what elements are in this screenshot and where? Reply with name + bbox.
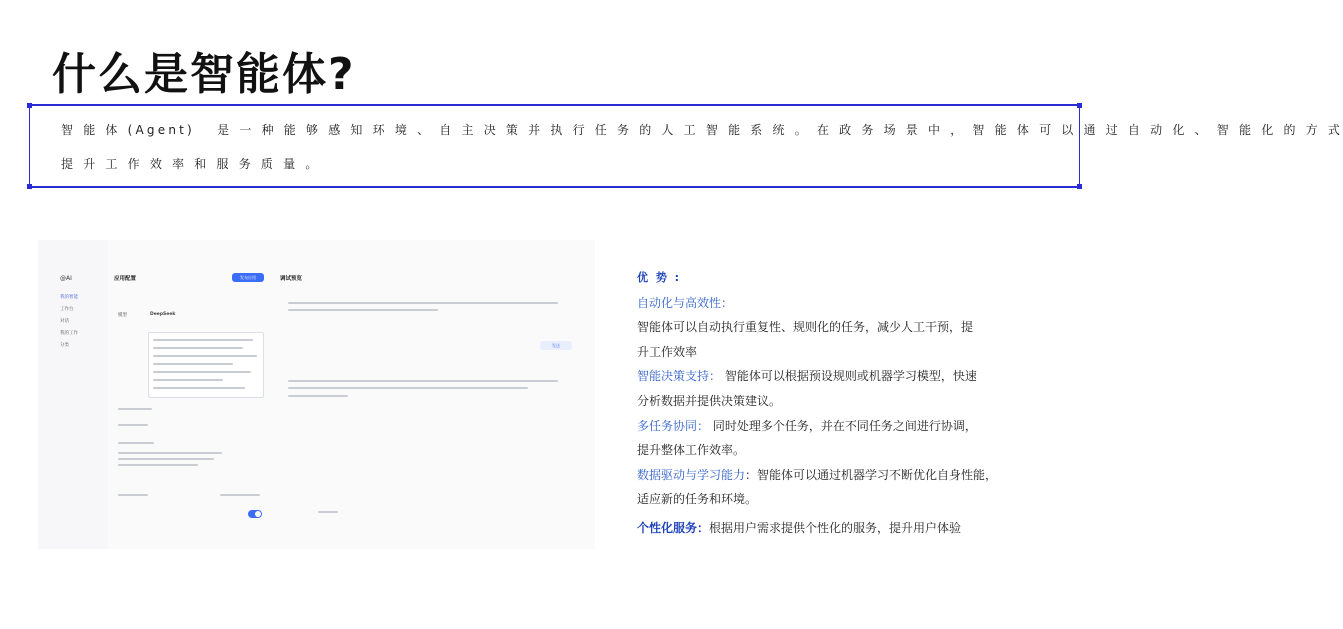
- advantage-text: 提升整体工作效率。: [637, 443, 746, 457]
- advantage-label: 智能决策支持：: [637, 369, 722, 383]
- screenshot-send-button: 发送: [540, 341, 572, 350]
- advantages-heading: 优 势 :: [637, 271, 682, 284]
- screenshot-nav-item: 我的工作: [60, 331, 78, 336]
- screenshot-nav-item: 分类: [60, 343, 69, 348]
- advantage-text: ：智能体可以通过机器学习不断优化自身性能，: [745, 468, 998, 482]
- advantage-text: 分析数据并提供决策建议。: [637, 394, 782, 408]
- screenshot-config-title: 应用配置: [114, 276, 137, 282]
- screenshot-config-panel: [110, 268, 268, 528]
- corner-dot: [1077, 103, 1082, 108]
- intro-text-line1: 智 能 体 (Agent) 是 一 种 能 够 感 知 环 境 、 自 主 决 策 并 执 行 任 务 的 人 工 智 能 系 统 。 在 政 务 场 景 中 ， 智 能 体 可 以 通 过 自 动 化 、 智 能 化 的 方 式: [61, 123, 1343, 137]
- screenshot-preview-title: 调试预览: [280, 276, 303, 282]
- advantage-text: 智能体可以自动执行重复性、规则化的任务，减少人工干预，提: [637, 320, 974, 334]
- advantage-text: 同时处理多个任务，并在不同任务之间进行协调，: [709, 419, 977, 433]
- corner-dot: [27, 184, 32, 189]
- screenshot-logo: @AI: [60, 275, 72, 282]
- advantage-label: 个性化服务：: [637, 521, 710, 535]
- corner-dot: [1077, 184, 1082, 189]
- screenshot-nav-item: 对话: [60, 319, 69, 324]
- advantage-item: [637, 519, 961, 536]
- screenshot-nav-item: 工作台: [60, 307, 74, 312]
- advantage-item: [637, 367, 977, 384]
- advantage-item: [637, 417, 977, 434]
- intro-box: [29, 104, 1343, 188]
- screenshot-model-value: DeepSeek: [150, 312, 176, 317]
- advantage-label: 自动化与高效性：: [637, 296, 734, 310]
- advantage-text: 智能体可以根据预设规则或机器学习模型，快速: [721, 369, 977, 383]
- screenshot-nav-item: 我的智能: [60, 295, 78, 300]
- corner-dot: [27, 103, 32, 108]
- advantage-item: [637, 466, 997, 483]
- screenshot-prompt-area: [148, 332, 264, 398]
- advantage-label: 数据驱动与学习能力: [637, 468, 746, 482]
- advantage-text: 根据用户需求提供个性化的服务，提升用户体验: [709, 521, 962, 535]
- screenshot-publish-button: 发布应用: [232, 273, 264, 282]
- screenshot-model-label: 模型: [118, 313, 127, 318]
- advantage-text: 适应新的任务和环境。: [637, 492, 758, 506]
- agent-app-screenshot: [38, 240, 595, 549]
- screenshot-preview-panel: [278, 268, 578, 528]
- advantage-text: 升工作效率: [637, 345, 698, 359]
- advantage-label: 多任务协同：: [637, 419, 710, 433]
- screenshot-sidebar: [38, 240, 108, 549]
- page-title: 什么是智能体?: [52, 49, 356, 100]
- intro-text-line2: 提 升 工 作 效 率 和 服 务 质 量 。: [61, 157, 321, 171]
- screenshot-toggle: [248, 510, 262, 518]
